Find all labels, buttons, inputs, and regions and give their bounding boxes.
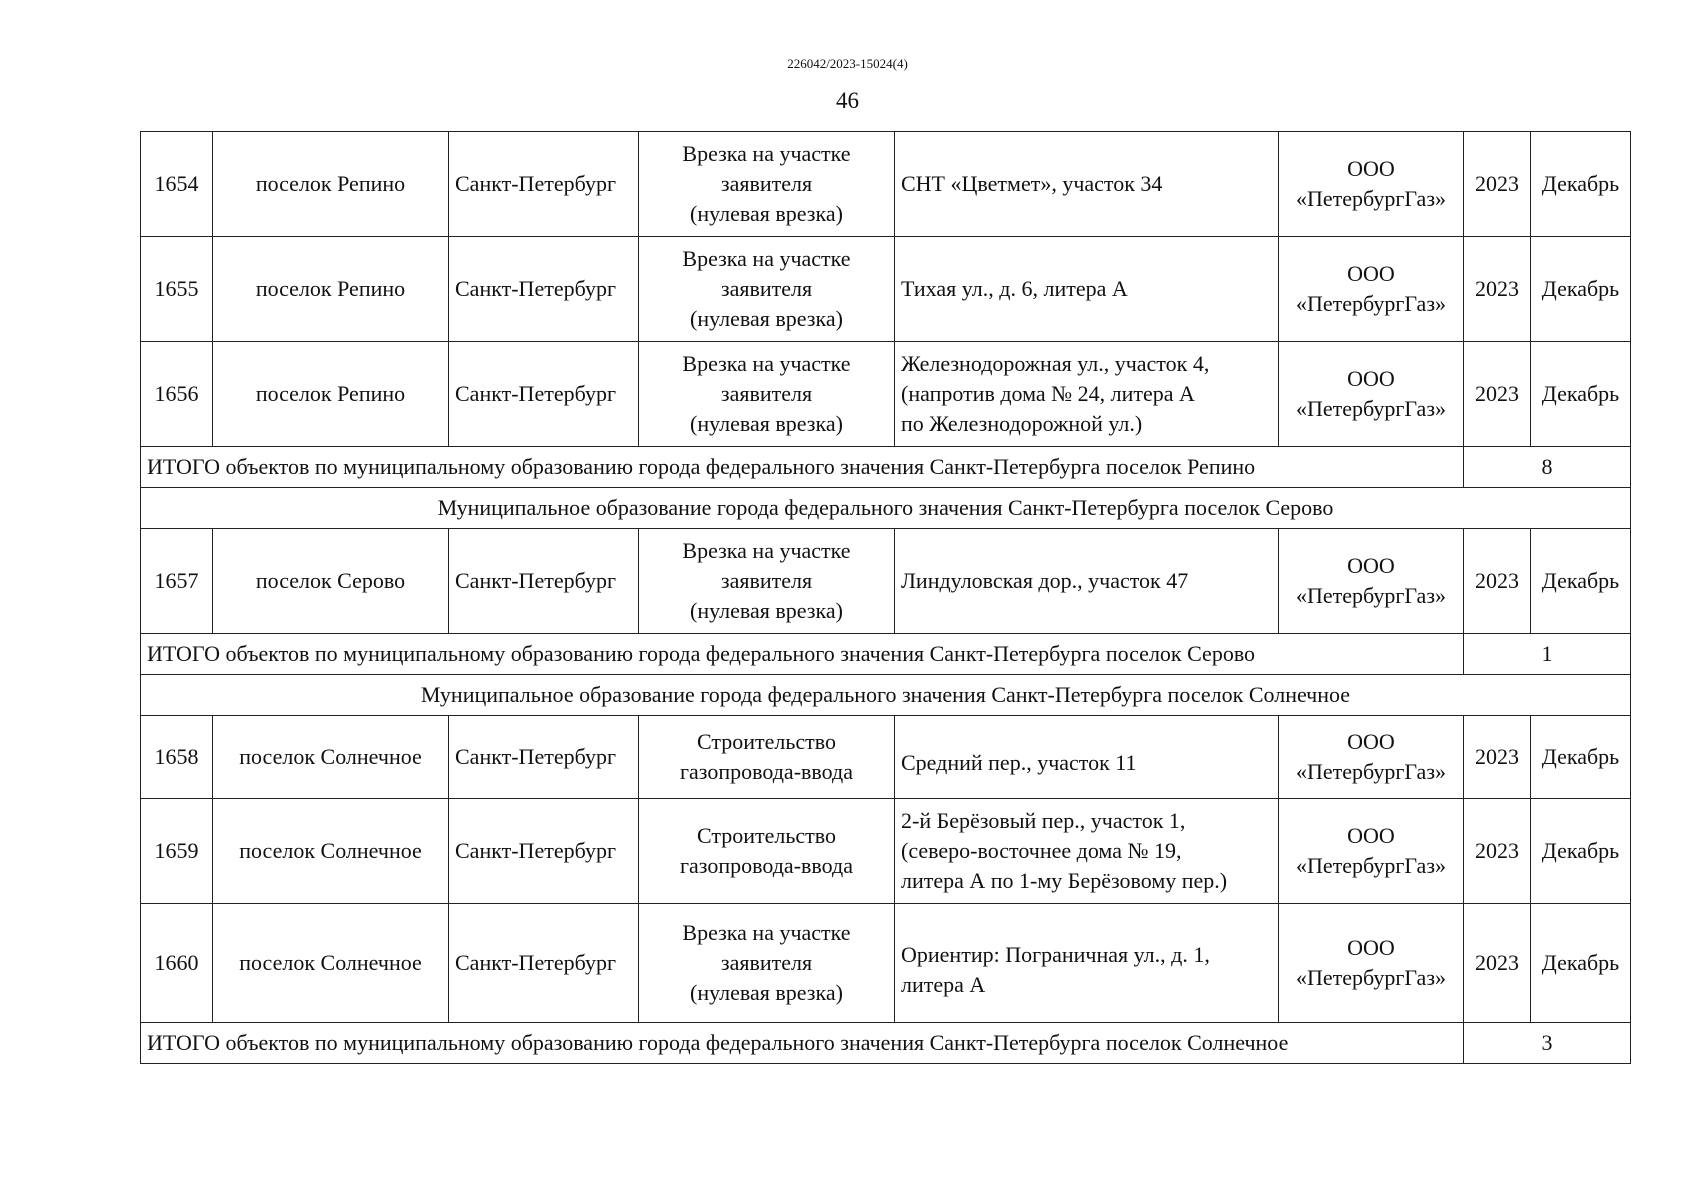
row-number: 1656 xyxy=(141,342,213,447)
section-header-row xyxy=(141,675,1631,716)
work-type-cell: Врезка на участке заявителя (нулевая врезка) xyxy=(639,342,895,447)
organization-cell: ООО «ПетербургГаз» xyxy=(1279,799,1464,904)
table-row xyxy=(141,799,1631,904)
year-cell: 2023 xyxy=(1464,342,1531,447)
row-number: 1657 xyxy=(141,529,213,634)
work-type-cell: Строительство газопровода-ввода xyxy=(639,799,895,904)
address-cell: Железнодорожная ул., участок 4, (напротив дома № 24, литера А по Железнодорожной ул.) xyxy=(895,342,1279,447)
objects-table xyxy=(140,131,1631,1064)
year-cell: 2023 xyxy=(1464,904,1531,1023)
month-cell: Декабрь xyxy=(1531,716,1631,799)
row-number: 1654 xyxy=(141,132,213,237)
row-number: 1660 xyxy=(141,904,213,1023)
city-cell: Санкт-Петербург xyxy=(449,342,639,447)
settlement-cell: поселок Солнечное xyxy=(213,904,449,1023)
total-label: ИТОГО объектов по муниципальному образованию города федерального значения Санкт-Петербурга поселок Солнечное xyxy=(141,1023,1464,1064)
total-row xyxy=(141,1023,1631,1064)
row-number: 1658 xyxy=(141,716,213,799)
address-cell: 2-й Берёзовый пер., участок 1, (северо-восточнее дома № 19, литера А по 1-му Берёзовому пер.) xyxy=(895,799,1279,904)
work-type-cell: Врезка на участке заявителя (нулевая врезка) xyxy=(639,237,895,342)
year-cell: 2023 xyxy=(1464,529,1531,634)
total-row xyxy=(141,447,1631,488)
settlement-cell: поселок Репино xyxy=(213,342,449,447)
address-cell: СНТ «Цветмет», участок 34 xyxy=(895,132,1279,237)
city-cell: Санкт-Петербург xyxy=(449,237,639,342)
address-cell: Ориентир: Пограничная ул., д. 1, литера А xyxy=(895,904,1279,1023)
organization-cell: ООО «ПетербургГаз» xyxy=(1279,716,1464,799)
row-number: 1659 xyxy=(141,799,213,904)
city-cell: Санкт-Петербург xyxy=(449,799,639,904)
settlement-cell: поселок Репино xyxy=(213,237,449,342)
total-count: 3 xyxy=(1464,1023,1631,1064)
month-cell: Декабрь xyxy=(1531,237,1631,342)
table-row xyxy=(141,237,1631,342)
table-row xyxy=(141,904,1631,1023)
table-row xyxy=(141,716,1631,799)
settlement-cell: поселок Репино xyxy=(213,132,449,237)
total-row xyxy=(141,634,1631,675)
city-cell: Санкт-Петербург xyxy=(449,529,639,634)
total-count: 1 xyxy=(1464,634,1631,675)
row-number: 1655 xyxy=(141,237,213,342)
month-cell: Декабрь xyxy=(1531,904,1631,1023)
month-cell: Декабрь xyxy=(1531,132,1631,237)
section-title: Муниципальное образование города федерального значения Санкт-Петербурга поселок Серово xyxy=(141,488,1631,529)
organization-cell: ООО «ПетербургГаз» xyxy=(1279,237,1464,342)
address-cell: Средний пер., участок 11 xyxy=(895,716,1279,799)
work-type-cell: Врезка на участке заявителя (нулевая врезка) xyxy=(639,132,895,237)
address-cell: Линдуловская дор., участок 47 xyxy=(895,529,1279,634)
address-cell: Тихая ул., д. 6, литера А xyxy=(895,237,1279,342)
table-row xyxy=(141,529,1631,634)
page-number: 46 xyxy=(836,88,859,113)
year-cell: 2023 xyxy=(1464,132,1531,237)
total-count: 8 xyxy=(1464,447,1631,488)
month-cell: Декабрь xyxy=(1531,799,1631,904)
table-row xyxy=(141,342,1631,447)
work-type-cell: Строительство газопровода-ввода xyxy=(639,716,895,799)
organization-cell: ООО «ПетербургГаз» xyxy=(1279,904,1464,1023)
settlement-cell: поселок Серово xyxy=(213,529,449,634)
work-type-cell: Врезка на участке заявителя (нулевая врезка) xyxy=(639,904,895,1023)
month-cell: Декабрь xyxy=(1531,342,1631,447)
total-label: ИТОГО объектов по муниципальному образованию города федерального значения Санкт-Петербурга поселок Серово xyxy=(141,634,1464,675)
table-row xyxy=(141,132,1631,237)
city-cell: Санкт-Петербург xyxy=(449,132,639,237)
year-cell: 2023 xyxy=(1464,799,1531,904)
organization-cell: ООО «ПетербургГаз» xyxy=(1279,132,1464,237)
year-cell: 2023 xyxy=(1464,716,1531,799)
city-cell: Санкт-Петербург xyxy=(449,716,639,799)
month-cell: Декабрь xyxy=(1531,529,1631,634)
total-label: ИТОГО объектов по муниципальному образованию города федерального значения Санкт-Петербурга поселок Репино xyxy=(141,447,1464,488)
section-header-row xyxy=(141,488,1631,529)
organization-cell: ООО «ПетербургГаз» xyxy=(1279,342,1464,447)
section-title: Муниципальное образование города федерального значения Санкт-Петербурга поселок Солнечное xyxy=(141,675,1631,716)
year-cell: 2023 xyxy=(1464,237,1531,342)
work-type-cell: Врезка на участке заявителя (нулевая врезка) xyxy=(639,529,895,634)
document-id: 226042/2023-15024(4) xyxy=(787,56,908,71)
settlement-cell: поселок Солнечное xyxy=(213,799,449,904)
settlement-cell: поселок Солнечное xyxy=(213,716,449,799)
organization-cell: ООО «ПетербургГаз» xyxy=(1279,529,1464,634)
city-cell: Санкт-Петербург xyxy=(449,904,639,1023)
